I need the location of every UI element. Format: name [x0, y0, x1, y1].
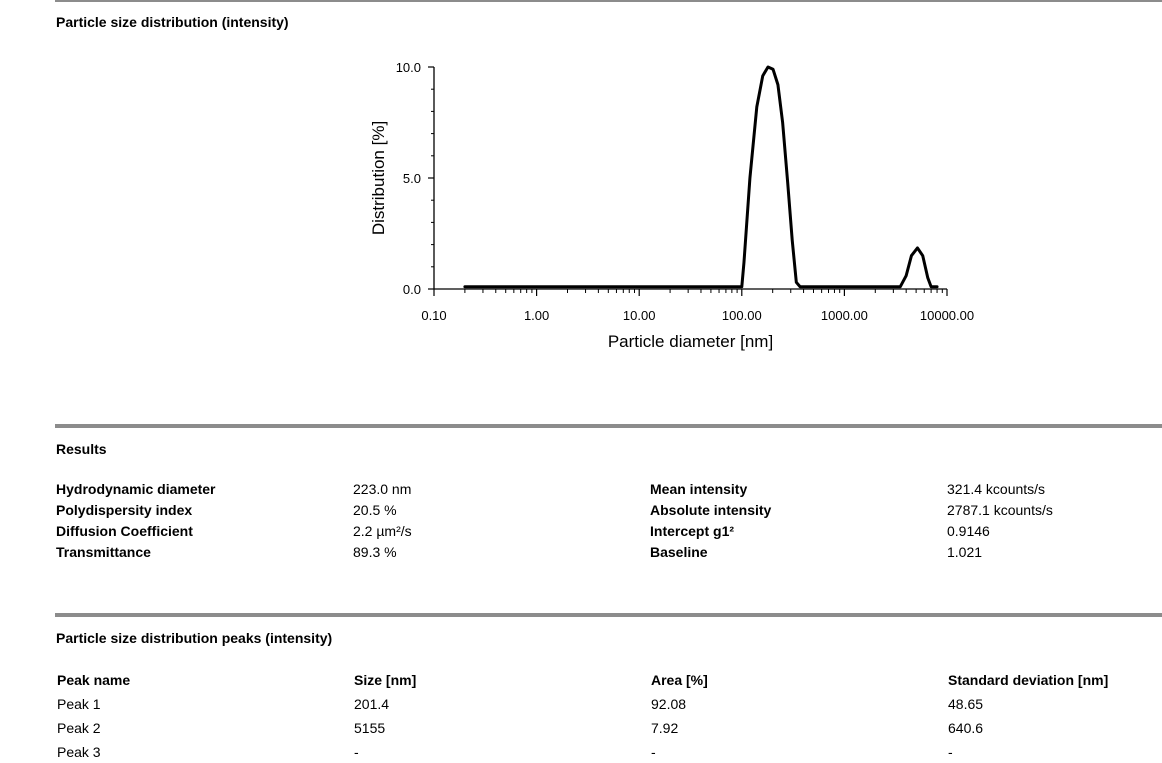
- y-tick-label: 0.0: [402, 282, 421, 297]
- peaks-header-std-dev: Standard deviation [nm]: [948, 672, 1109, 688]
- results-divider: [55, 424, 1162, 428]
- peak-2-area: 7.92: [651, 720, 679, 736]
- result-value-polydispersity-index: 20.5 %: [353, 502, 397, 518]
- peak-3-std-dev: -: [948, 744, 953, 760]
- result-label-hydrodynamic-diameter: Hydrodynamic diameter: [56, 481, 216, 497]
- result-label-absolute-intensity: Absolute intensity: [650, 502, 772, 518]
- result-value-mean-intensity: 321.4 kcounts/s: [947, 481, 1046, 497]
- peak-1-size: 201.4: [354, 696, 390, 712]
- peak-2-std-dev: 640.6: [948, 720, 984, 736]
- result-value-intercept-g1: 0.9146: [947, 523, 990, 539]
- peak-3-area: -: [651, 744, 656, 760]
- distribution-chart-svg: [355, 52, 995, 357]
- peak-2-name: Peak 2: [57, 720, 101, 736]
- chart-section-title: Particle size distribution (intensity): [56, 14, 289, 30]
- x-tick-label: 1.00: [523, 308, 550, 323]
- y-axis-label: Distribution [%]: [369, 120, 388, 236]
- peaks-header-area: Area [%]: [651, 672, 708, 688]
- y-tick-label: 5.0: [402, 171, 421, 186]
- peaks-header-size: Size [nm]: [354, 672, 417, 688]
- result-value-absolute-intensity: 2787.1 kcounts/s: [947, 502, 1053, 518]
- result-value-baseline: 1.021: [947, 544, 983, 560]
- results-title: Results: [56, 441, 107, 457]
- result-value-hydrodynamic-diameter: 223.0 nm: [353, 481, 412, 497]
- x-tick-label: 100.00: [721, 308, 762, 323]
- peak-2-size: 5155: [354, 720, 386, 736]
- x-tick-label: 10.00: [622, 308, 656, 323]
- x-axis-label: Particle diameter [nm]: [607, 332, 774, 351]
- peak-3-size: -: [354, 744, 359, 760]
- peak-1-area: 92.08: [651, 696, 687, 712]
- result-label-polydispersity-index: Polydispersity index: [56, 502, 193, 518]
- peak-3-name: Peak 3: [57, 744, 101, 760]
- x-tick-label: 0.10: [421, 308, 447, 323]
- result-value-diffusion-coefficient: 2.2 µm²/s: [353, 523, 412, 539]
- result-label-baseline: Baseline: [650, 544, 708, 560]
- x-tick-label: 1000.00: [820, 308, 868, 323]
- peaks-header-name: Peak name: [57, 672, 131, 688]
- top-divider: [55, 0, 1162, 2]
- result-label-transmittance: Transmittance: [56, 544, 151, 560]
- result-label-mean-intensity: Mean intensity: [650, 481, 748, 497]
- result-label-intercept-g1: Intercept g1²: [650, 523, 735, 539]
- distribution-line: [465, 67, 937, 287]
- peak-1-name: Peak 1: [57, 696, 101, 712]
- result-label-diffusion-coefficient: Diffusion Coefficient: [56, 523, 193, 539]
- x-tick-label: 10000.00: [919, 308, 975, 323]
- distribution-chart: [355, 52, 995, 357]
- y-tick-label: 10.0: [395, 60, 421, 75]
- peaks-title: Particle size distribution peaks (intensity): [56, 630, 333, 646]
- result-value-transmittance: 89.3 %: [353, 544, 397, 560]
- peaks-divider: [55, 613, 1162, 617]
- peak-1-std-dev: 48.65: [948, 696, 984, 712]
